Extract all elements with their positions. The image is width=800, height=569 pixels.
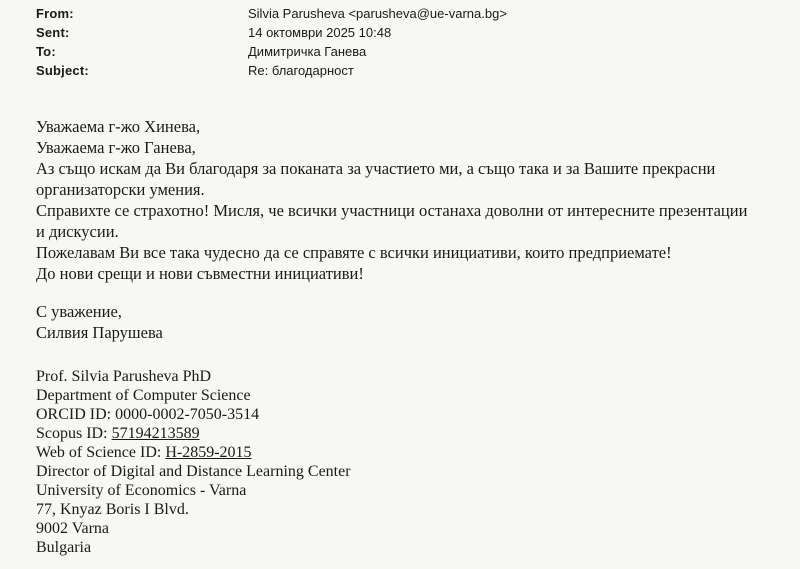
subject-label: Subject: (36, 63, 89, 78)
sig-country: Bulgaria (36, 539, 92, 556)
from-label: From: (36, 6, 74, 21)
body-line: Уважаема г-жо Ганева, (36, 138, 196, 157)
body-line: Уважаема г-жо Хинева, (36, 117, 201, 136)
to-value: Димитричка Ганева (248, 44, 367, 59)
sig-position: Director of Digital and Distance Learning Center (36, 463, 351, 480)
from-value: Silvia Parusheva <parusheva@ue-varna.bg> (248, 6, 507, 21)
sig-department: Department of Computer Science (36, 387, 251, 404)
sig-city: 9002 Varna (36, 520, 110, 537)
sig-university: University of Economics - Varna (36, 482, 247, 499)
body-line: Справихте се страхотно! Мисля, че всички участници останаха доволни от интересните презентации (36, 201, 748, 220)
wos-link[interactable]: H-2859-2015 (165, 444, 252, 461)
body-line: Аз също искам да Ви благодаря за поканата за участието ми, а също така и за Вашите прекрасни (36, 159, 716, 178)
body-line: До нови срещи и нови съвместни инициативи! (36, 264, 364, 283)
sent-label: Sent: (36, 25, 70, 40)
body-line: организаторски умения. (36, 180, 205, 199)
to-label: To: (36, 44, 56, 59)
sig-wos (36, 444, 252, 462)
wos-label: Web of Science ID: (36, 444, 166, 461)
scopus-label: Scopus ID: (36, 425, 112, 442)
sig-street: 77, Knyaz Boris I Blvd. (36, 501, 189, 518)
sender-name: Силвия Парушева (36, 323, 163, 342)
sig-scopus (36, 425, 200, 443)
subject-value: Re: благодарност (248, 63, 354, 78)
body-line: и дискусии. (36, 222, 119, 241)
sig-name-title: Prof. Silvia Parusheva PhD (36, 368, 212, 385)
sig-orcid: ORCID ID: 0000-0002-7050-3514 (36, 406, 260, 423)
sent-value: 14 октомври 2025 10:48 (248, 25, 392, 40)
closing: С уважение, (36, 302, 122, 321)
body-line: Пожелавам Ви все така чудесно да се справяте с всички инициативи, които предприемате! (36, 243, 672, 262)
scopus-link[interactable]: 57194213589 (111, 425, 200, 442)
